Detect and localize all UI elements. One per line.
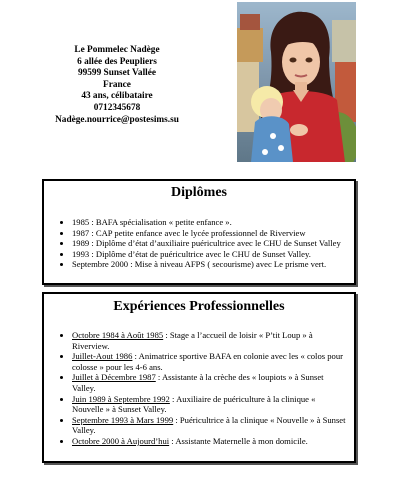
experience-item [72, 330, 354, 351]
experience-text: : Auxiliaire de puériculture à la clinique « Nouvelle » à Sunset Valley. [72, 393, 316, 415]
experience-period: Juillet-Aout 1986 [72, 351, 133, 362]
experience-item [72, 351, 354, 372]
profile-photo-illustration [237, 2, 356, 162]
experience-text: : Animatrice sportive BAFA en colonie avec les « colos pour colosse » pour les 4-6 ans. [72, 351, 343, 372]
diplomes-list [44, 217, 354, 270]
experiences-section [42, 292, 356, 463]
contact-phone: 0712345678 [93, 102, 141, 113]
experience-text: : Assistante à la crèche des « loupiots » à Sunset Valley. [72, 372, 324, 393]
diplome-item: • Septembre 2000 : Mise à niveau AFPS ( secourisme) avec Le prisme vert. [72, 259, 354, 270]
contact-city: 99599 Sunset Vallée [77, 68, 156, 79]
profile-photo [237, 2, 356, 162]
experience-item [72, 372, 354, 393]
experiences-list [44, 330, 354, 447]
diplome-item: • 1989 : Diplôme d’état d’auxiliaire puéricultrice avec le CHU de Sunset Valley [72, 238, 354, 249]
contact-age-status: 43 ans, célibataire [81, 91, 153, 102]
experience-text: : Stage a l’accueil de loisir « P’tit Loup » à Riverview. [72, 330, 313, 351]
contact-email: Nadège.nourrice@postesims.su [55, 114, 179, 125]
experience-item [72, 436, 354, 447]
diplomes-title: Diplômes [171, 185, 227, 200]
diplome-item: • 1987 : CAP petite enfance avec le lycée professionnel de Riverview [72, 228, 354, 239]
diplomes-section [42, 179, 356, 285]
diplome-item: • 1985 : BAFA spécialisation « petite enfance ». [72, 217, 354, 228]
contact-block [14, 45, 220, 126]
experience-text: : Assistante Maternelle à mon domicile. [169, 435, 308, 446]
experiences-title: Expériences Professionnelles [113, 299, 285, 314]
experience-period: Septembre 1993 à Mars 1999 [72, 414, 174, 425]
experience-period: Juillet à Décembre 1987 [72, 372, 156, 383]
contact-street: 6 allée des Peupliers [77, 56, 157, 67]
experience-period: Octobre 2000 à Aujourd’hui [72, 435, 170, 446]
experience-text: : Puéricultrice à la clinique « Nouvelle » à Sunset Valley. [72, 414, 346, 436]
contact-name: Le Pommelec Nadège [74, 45, 160, 55]
experience-item [72, 394, 354, 415]
experience-period: Juin 1989 à Septembre 1992 [72, 393, 170, 404]
diplome-item: • 1993 : Diplôme d’état de puéricultrice avec le CHU de Sunset Valley. [72, 249, 354, 260]
experience-item [72, 415, 354, 436]
contact-country: France [103, 79, 131, 90]
experience-period: Octobre 1984 à Août 1985 [72, 330, 164, 340]
